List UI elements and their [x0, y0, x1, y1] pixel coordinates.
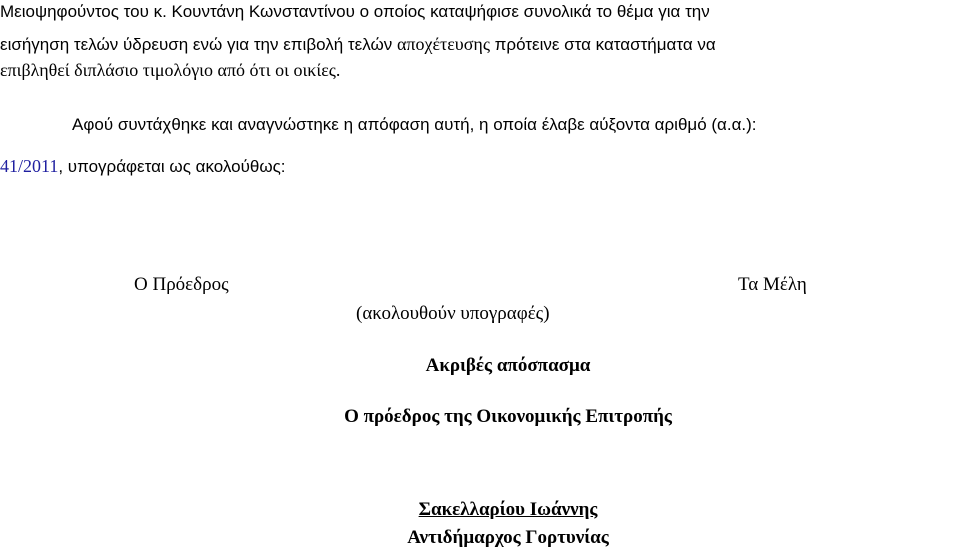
members-label: Τα Μέλη — [738, 274, 807, 295]
paragraph-2-line-2-rest: , υπογράφεται ως ακολούθως: — [58, 157, 286, 176]
paragraph-1-line-2-end: πρότεινε στα καταστήματα να — [489, 35, 716, 54]
exact-copy-label: Ακριβές απόσπασμα — [425, 355, 591, 376]
president-label: Ο Πρόεδρος — [134, 274, 229, 295]
paragraph-1-line-2-start: εισήγηση τελών ύδρευση ενώ για την επιβολή τελών — [0, 35, 397, 54]
decision-number: 41/2011 — [0, 156, 59, 176]
paragraph-1-line-1: Μειοψηφούντος του κ. Κουντάνη Κωνσταντίνου ο οποίος καταψήφισε συνολικά το θέμα για την — [0, 2, 710, 21]
signatory-title: Αντιδήμαρχος Γορτυνίας — [407, 527, 609, 548]
sewerage-word: αποχέτευσης — [396, 34, 490, 54]
signatures-follow-note: (ακολουθούν υπογραφές) — [356, 303, 550, 324]
signatory-name: Σακελλαρίου Ιωάννης — [418, 499, 598, 520]
paragraph-2-line-2 — [0, 155, 286, 178]
committee-president-label: Ο πρόεδρος της Οικονομικής Επιτροπής — [344, 406, 672, 427]
paragraph-2-line-1: Αφού συντάχθηκε και αναγνώστηκε η απόφαση αυτή, η οποία έλαβε αύξοντα αριθμό (α.α.): — [72, 115, 757, 134]
paragraph-1-line-2 — [0, 33, 716, 56]
paragraph-1-line-3: επιβληθεί διπλάσιο τιμολόγιο από ότι οι οικίες. — [0, 60, 341, 80]
